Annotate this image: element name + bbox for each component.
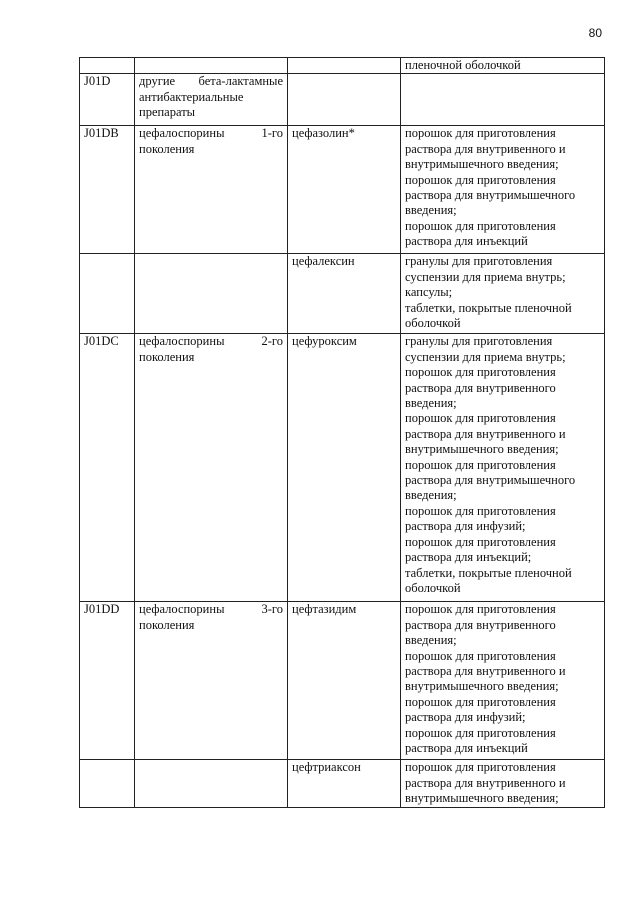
drug-name-cell: [288, 74, 401, 126]
group-name-line: цефалоспорины 3-го: [139, 602, 283, 617]
dosage-form-line: суспензии для приема внутрь;: [405, 349, 566, 364]
group-name-line: цефалоспорины 1-го: [139, 126, 283, 141]
dosage-form-line: внутримышечного введения;: [405, 157, 559, 172]
dosage-form-line: порошок для приготовления: [405, 218, 556, 233]
group-name-line: цефалоспорины 2-го: [139, 334, 283, 349]
dosage-form-line: введения;: [405, 488, 457, 503]
dosage-form-line: порошок для приготовления: [405, 648, 556, 663]
group-name-line: антибактериальные: [139, 89, 244, 104]
dosage-form-line: капсулы;: [405, 285, 453, 300]
dosage-forms-cell: [401, 254, 605, 334]
group-name-line: другие бета-лактамные: [139, 74, 283, 89]
dosage-form-line: раствора для внутривенного и: [405, 141, 566, 156]
group-name-line: поколения: [139, 617, 195, 632]
drug-name-cell: цефалексин: [288, 254, 401, 334]
dosage-form-line: таблетки, покрытые пленочной: [405, 300, 572, 315]
dosage-form-line: раствора для внутримышечного: [405, 188, 576, 203]
dosage-forms-cell: [401, 126, 605, 254]
dosage-form-line: раствора для внутривенного и: [405, 775, 566, 790]
group-name-cell: [135, 254, 288, 334]
table-row: [80, 760, 605, 808]
dosage-form-line: порошок для приготовления: [405, 694, 556, 709]
group-name-cell: [135, 126, 288, 254]
dosage-form-line: порошок для приготовления: [405, 457, 556, 472]
dosage-form-line: внутримышечного введения;: [405, 791, 559, 806]
dosage-form-line: раствора для инъекций: [405, 234, 528, 249]
dosage-form-line: пленочной оболочкой: [405, 58, 521, 72]
dosage-form-line: внутримышечного введения;: [405, 679, 559, 694]
dosage-form-line: введения;: [405, 396, 457, 411]
dosage-form-line: раствора для внутривенного и: [405, 664, 566, 679]
dosage-form-line: оболочкой: [405, 316, 461, 331]
group-name-cell: [135, 334, 288, 602]
drug-name-cell: цефтазидим: [288, 602, 401, 760]
dosage-forms-cell: [401, 74, 605, 126]
dosage-form-line: порошок для приготовления: [405, 172, 556, 187]
dosage-form-line: введения;: [405, 633, 457, 648]
dosage-form-line: гранулы для приготовления: [405, 254, 553, 269]
group-name-cell: [135, 602, 288, 760]
group-name-line: поколения: [139, 349, 195, 364]
atc-code-cell: J01D: [80, 74, 135, 126]
group-name-line: препараты: [139, 105, 196, 120]
dosage-form-line: порошок для приготовления: [405, 411, 556, 426]
dosage-form-line: раствора для инъекций: [405, 741, 528, 756]
dosage-forms-cell: [401, 334, 605, 602]
group-name-cell: [135, 58, 288, 74]
atc-code-cell: [80, 760, 135, 808]
dosage-forms-cell: [401, 602, 605, 760]
dosage-form-line: порошок для приготовления: [405, 126, 556, 141]
group-name-cell: [135, 74, 288, 126]
page-number: 80: [588, 26, 602, 40]
table-row: [80, 254, 605, 334]
dosage-form-line: раствора для внутривенного: [405, 617, 556, 632]
table-row: [80, 602, 605, 760]
group-name-line: поколения: [139, 141, 195, 156]
atc-code-cell: J01DC: [80, 334, 135, 602]
dosage-form-line: раствора для внутримышечного: [405, 473, 576, 488]
dosage-form-line: раствора для инфузий;: [405, 710, 526, 725]
dosage-forms-cell: [401, 58, 605, 74]
dosage-form-line: порошок для приготовления: [405, 534, 556, 549]
table-row: [80, 58, 605, 74]
drug-name-cell: цефуроксим: [288, 334, 401, 602]
dosage-form-line: суспензии для приема внутрь;: [405, 269, 566, 284]
dosage-form-line: порошок для приготовления: [405, 725, 556, 740]
dosage-form-line: порошок для приготовления: [405, 365, 556, 380]
drug-name-cell: цефазолин*: [288, 126, 401, 254]
dosage-forms-cell: [401, 760, 605, 808]
dosage-form-line: раствора для инъекций;: [405, 550, 532, 565]
dosage-form-line: гранулы для приготовления: [405, 334, 553, 349]
table-row: [80, 126, 605, 254]
table-row: [80, 74, 605, 126]
drug-table: [79, 57, 605, 808]
dosage-form-line: порошок для приготовления: [405, 760, 556, 775]
dosage-form-line: порошок для приготовления: [405, 602, 556, 617]
drug-name-cell: цефтриаксон: [288, 760, 401, 808]
dosage-form-line: введения;: [405, 203, 457, 218]
drug-name-cell: [288, 58, 401, 74]
atc-code-cell: J01DD: [80, 602, 135, 760]
drug-table-body: [80, 58, 605, 808]
dosage-form-line: раствора для внутривенного и: [405, 426, 566, 441]
atc-code-cell: [80, 254, 135, 334]
atc-code-cell: J01DB: [80, 126, 135, 254]
dosage-form-line: порошок для приготовления: [405, 503, 556, 518]
atc-code-cell: [80, 58, 135, 74]
dosage-form-line: раствора для инфузий;: [405, 519, 526, 534]
group-name-cell: [135, 760, 288, 808]
dosage-form-line: внутримышечного введения;: [405, 442, 559, 457]
dosage-form-line: раствора для внутривенного: [405, 380, 556, 395]
dosage-form-line: таблетки, покрытые пленочной: [405, 565, 572, 580]
table-row: [80, 334, 605, 602]
dosage-form-line: оболочкой: [405, 580, 461, 595]
